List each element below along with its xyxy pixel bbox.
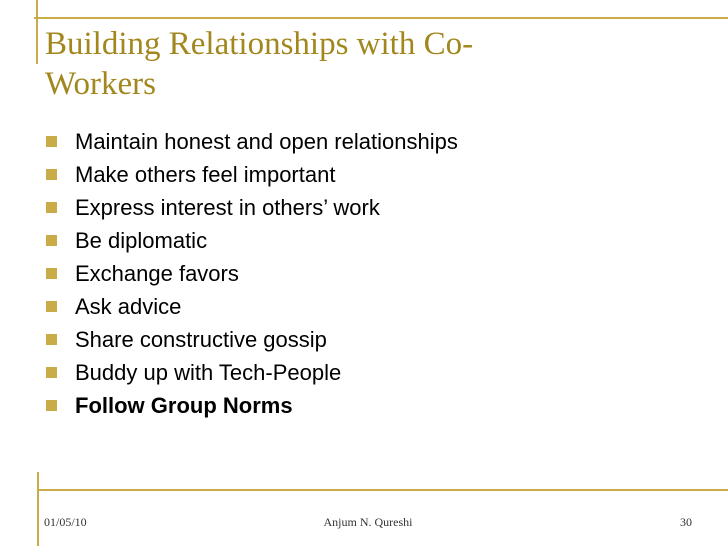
footer-author: Anjum N. Qureshi (323, 515, 413, 529)
bullet-item (46, 356, 686, 389)
bottom-vertical-rule (37, 472, 39, 546)
bullet-text: Ask advice (75, 294, 182, 319)
slide-title: Building Relationships with Co-Workers (45, 26, 474, 102)
bullet-item (46, 191, 686, 224)
bullet-text: Follow Group Norms (75, 393, 293, 418)
top-horizontal-rule (34, 17, 728, 19)
square-bullet-icon (46, 235, 57, 246)
bullet-item (46, 290, 686, 323)
square-bullet-icon (46, 367, 57, 378)
bullet-text: Maintain honest and open relationships (75, 129, 458, 154)
bullet-item (46, 257, 686, 290)
square-bullet-icon (46, 334, 57, 345)
bullet-text: Make others feel important (75, 162, 336, 187)
square-bullet-icon (46, 136, 57, 147)
bullet-item (46, 125, 686, 158)
square-bullet-icon (46, 400, 57, 411)
bullet-text: Buddy up with Tech-People (75, 360, 342, 385)
bullet-item-emphasized (46, 389, 686, 422)
slide-number: 30 (680, 515, 692, 529)
square-bullet-icon (46, 202, 57, 213)
square-bullet-icon (46, 268, 57, 279)
bullet-item (46, 158, 686, 191)
bullet-item (46, 224, 686, 257)
footer-date: 01/05/10 (44, 515, 87, 529)
bullet-list (46, 125, 686, 422)
bullet-text: Exchange favors (75, 261, 239, 286)
bullet-text: Be diplomatic (75, 228, 208, 253)
bullet-item (46, 323, 686, 356)
square-bullet-icon (46, 301, 57, 312)
top-vertical-rule (36, 0, 38, 64)
bottom-horizontal-rule (37, 489, 728, 491)
square-bullet-icon (46, 169, 57, 180)
bullet-text: Share constructive gossip (75, 327, 327, 352)
bullet-text: Express interest in others’ work (75, 195, 380, 220)
